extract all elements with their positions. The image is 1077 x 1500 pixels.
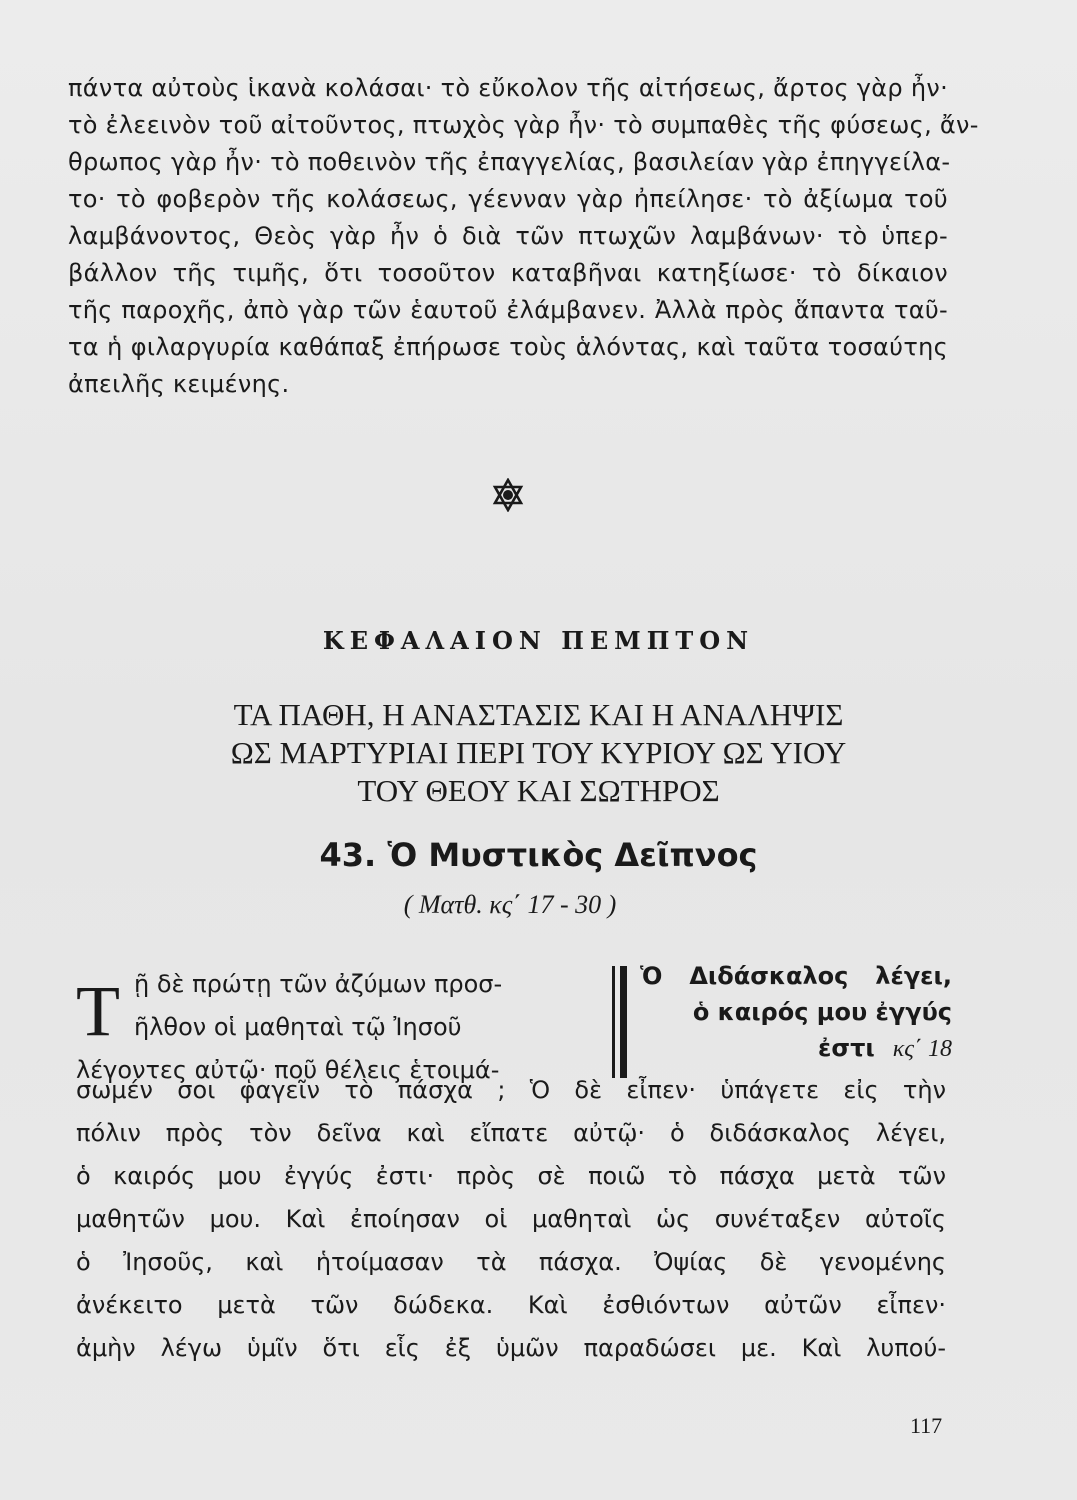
marginal-word: ἐστι (818, 1034, 875, 1062)
body-line: ἀμὴν λέγω ὑμῖν ὅτι εἷς ἐξ ὑμῶν παραδώσει με. Καὶ λυπού- (76, 1334, 946, 1362)
section-heading: 43. Ὁ Μυστικὸς Δεῖπνος (319, 836, 758, 874)
body-line: σωμέν σοι φαγεῖν τὸ πάσχα ; Ὁ δὲ εἶπεν· ὑπάγετε εἰς τὴν (76, 1076, 946, 1104)
chapter-title-line: ΤΟΥ ΘΕΟΥ ΚΑΙ ΣΩΤΗΡΟΣ (357, 773, 720, 808)
chapter-title-line: ΤΑ ΠΑΘΗ, Η ΑΝΑΣΤΑΣΙΣ ΚΑΙ Η ΑΝΑΛΗΨΙΣ (233, 697, 844, 732)
margin-rule-thin (612, 966, 615, 1078)
paragraph-line: τὸ ἐλεεινὸν τοῦ αἰτοῦντος, πτωχὸς γὰρ ἦν· τὸ συμπαθὲς τῆς φύσεως, ἄν- (68, 111, 979, 139)
body-line: ἀνέκειτο μετὰ τῶν δώδεκα. Καὶ ἐσθιόντων αὐτῶν εἶπεν· (76, 1291, 946, 1319)
paragraph-line: τῆς παροχῆς, ἀπὸ γὰρ τῶν ἑαυτοῦ ἐλάμβανεν. Ἀλλὰ πρὸς ἅπαντα ταῦ- (68, 296, 948, 324)
paragraph-line: ἀπειλῆς κειμένης. (68, 370, 290, 398)
body-line: ῆλθον οἱ μαθηταὶ τῷ Ἰησοῦ (134, 1013, 462, 1041)
body-text (76, 1069, 946, 1370)
marginal-line: ὁ καιρός μου ἐγγύς (692, 998, 952, 1026)
scripture-reference: ( Ματθ. κς΄ 17 - 30 ) (403, 890, 617, 919)
paragraph-line: το· τὸ φοβερὸν τῆς κολάσεως, γέενναν γὰρ ἠπείλησε· τὸ ἀξίωμα τοῦ (68, 185, 948, 213)
marginal-line-last (640, 1030, 952, 1067)
paragraph-line: τα ἡ φιλαργυρία καθάπαξ ἐπήρωσε τοὺς ἁλόντας, καὶ ταῦτα τοσαύτης (68, 333, 948, 361)
body-line: πόλιν πρὸς τὸν δεῖνα καὶ εἴπατε αὐτῷ· ὁ διδάσκαλος λέγει, (76, 1119, 946, 1147)
marginal-line: Ὁ Διδάσκαλος λέγει, (640, 962, 952, 990)
body-line: ῇ δὲ πρώτῃ τῶν ἀζύμων προσ- (134, 970, 503, 998)
ornament-star-icon (491, 478, 525, 512)
body-line: ὁ καιρός μου ἐγγύς ἐστι· πρὸς σὲ ποιῶ τὸ πάσχα μετὰ τῶν (76, 1162, 946, 1190)
paragraph-line: πάντα αὐτοὺς ἱκανὰ κολάσαι· τὸ εὔκολον τῆς αἰτήσεως, ἄρτος γὰρ ἦν· (68, 74, 949, 102)
marginal-note (640, 958, 952, 1067)
chapter-title (0, 696, 1077, 810)
chapter-title-line: ΩΣ ΜΑΡΤΥΡΙΑΙ ΠΕΡΙ ΤΟΥ ΚΥΡΙΟΥ ΩΣ ΥΙΟΥ (230, 735, 847, 770)
body-line: λέγοντες αὐτῷ· ποῦ θέλεις ἑτοιμά- (76, 1056, 500, 1084)
drop-cap: Τ (76, 971, 120, 1051)
paragraph-line: λαμβάνοντος, Θεὸς γὰρ ἦν ὁ διὰ τῶν πτωχῶν λαμβάνων· τὸ ὑπερ- (68, 222, 948, 250)
body-line: μαθητῶν μου. Καὶ ἐποίησαν οἱ μαθηταὶ ὡς συνέταξεν αὐτοῖς (76, 1205, 946, 1233)
paragraph-line: θρωπος γὰρ ἦν· τὸ ποθεινὸν τῆς ἐπαγγελίας, βασιλείαν γὰρ ἐπηγγείλα- (68, 148, 951, 176)
top-paragraph (68, 70, 979, 403)
body-line: ὁ Ἰησοῦς, καὶ ἡτοίμασαν τὰ πάσχα. Ὀψίας δὲ γενομένης (76, 1248, 946, 1276)
chapter-label: ΚΕΦΑΛΑΙΟΝ ΠΕΜΠΤΟΝ (322, 626, 755, 655)
page-number: 117 (910, 1413, 943, 1438)
paragraph-line: βάλλον τῆς τιμῆς, ὅτι τοσοῦτον καταβῆναι κατηξίωσε· τὸ δίκαιον (68, 259, 948, 287)
margin-rule-thick (620, 966, 627, 1078)
marginal-reference: κς΄ 18 (892, 1036, 952, 1062)
